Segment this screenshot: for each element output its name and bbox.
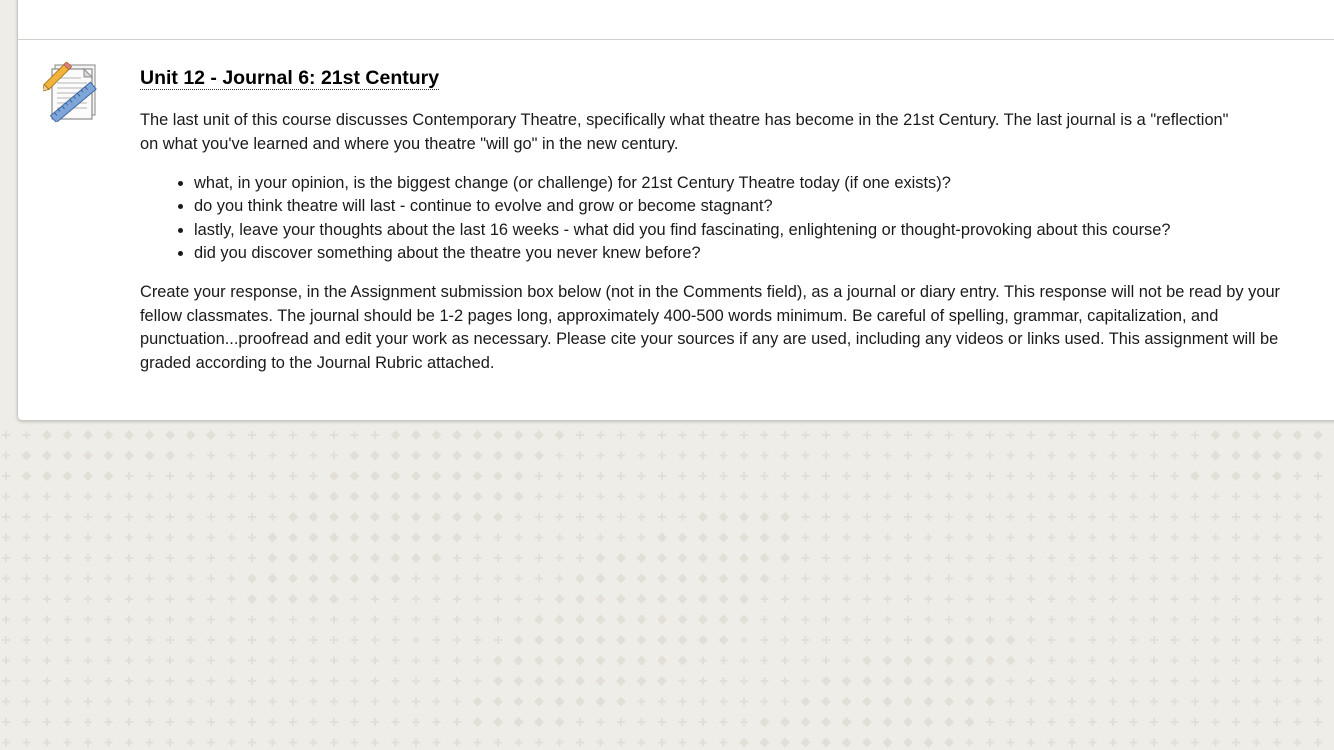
content-item-card — [17, 0, 1334, 421]
question-list — [140, 172, 1300, 265]
question-item: • do you think theatre will last - continue to evolve and grow or become stagnant? — [194, 195, 1300, 218]
assignment-intro-text: The last unit of this course discusses Contemporary Theatre, specifically what theatre has become in the 21st Century. The last journal is a "reflection" on what you've learned and where you theatre "will go" in the new century. — [140, 111, 1229, 153]
background-pattern — [0, 425, 1334, 750]
question-item: • did you discover something about the theatre you never knew before? — [194, 242, 1300, 265]
assignment-title-link[interactable]: Unit 12 - Journal 6: 21st Century — [140, 67, 440, 89]
assignment-instructions-text: Create your response, in the Assignment submission box below (not in the Comments field), as a journal or diary entry. This response will not be read by your fellow classmates. The journal should be 1-2 pages long, approximately 400-500 words minimum. Be careful of spelling, grammar, capitalization, and punctuation...proofread and edit your work as necessary. Please cite your sources if any are used, including any videos or links used. This assignment will be graded according to the Journal Rubric attached. — [140, 283, 1281, 372]
divider — [18, 39, 1334, 40]
question-item: • lastly, leave your thoughts about the last 16 weeks - what did you find fascinating, enlightening or thought-provoking about this course? — [194, 219, 1300, 242]
question-item: • what, in your opinion, is the biggest change (or challenge) for 21st Century Theatre today (if one exists)? — [194, 172, 1300, 195]
cross-pattern-decoration — [0, 425, 1334, 750]
assignment-icon — [43, 62, 101, 122]
content-item-details — [140, 67, 1300, 375]
